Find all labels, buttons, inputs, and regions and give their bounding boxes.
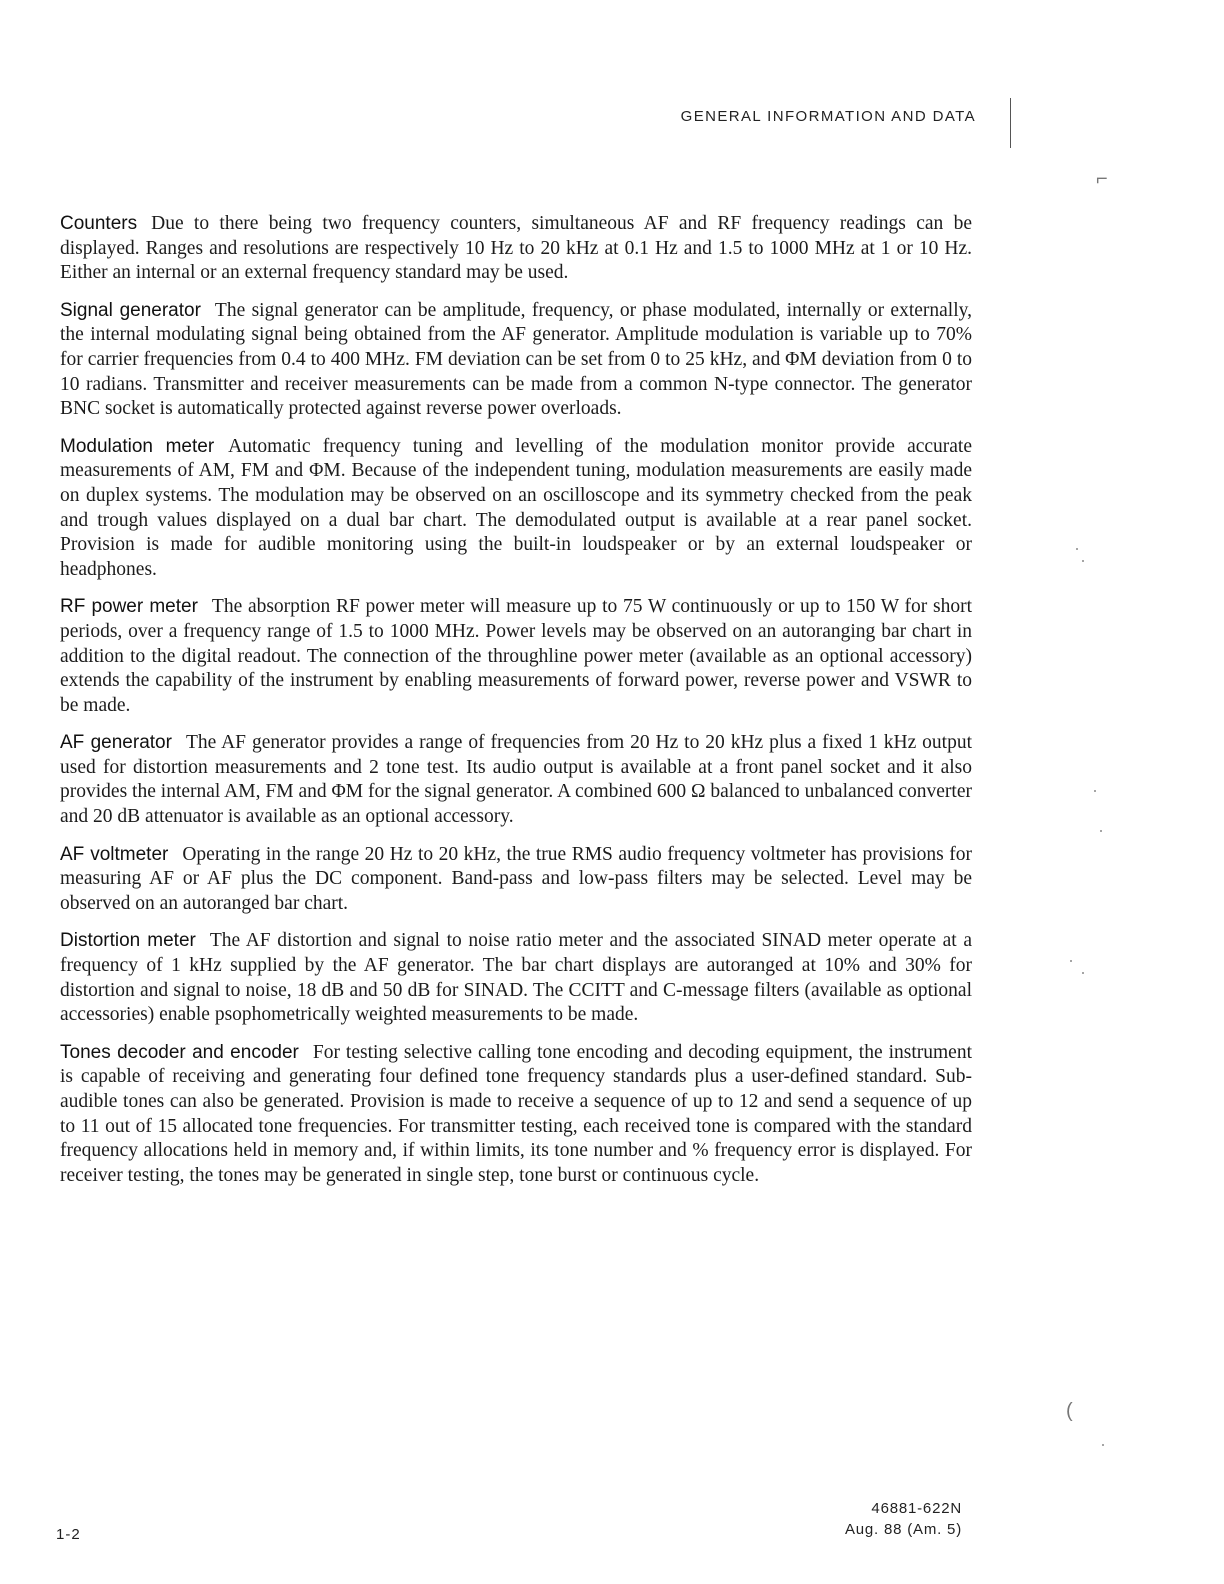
section-heading: Distortion meter xyxy=(60,930,196,952)
section-tones-decoder-encoder xyxy=(60,1041,972,1189)
section-text: The AF generator provides a range of frequencies from 20 Hz to 20 kHz plus a fixed 1 kHz output used for distortion measurements and 2 tone test. Its audio output is available at a front panel socket and it also provides the internal AM, FM and ΦM for the signal generator. A combined 600 Ω balanced to unbalanced converter and 20 dB attenuator is available as an optional accessory. xyxy=(60,732,972,828)
scan-artifact xyxy=(1070,960,1072,962)
section-text: Operating in the range 20 Hz to 20 kHz, the true RMS audio frequency voltmeter has provisions for measuring AF or AF plus the DC component. Band-pass and low-pass filters may be selected. Level may be observed on an autoranged bar chart. xyxy=(60,843,972,914)
section-heading: Modulation meter xyxy=(60,435,215,457)
section-heading: Tones decoder and encoder xyxy=(60,1041,299,1063)
scan-artifact: ( xyxy=(1066,1400,1073,1422)
section-text: The absorption RF power meter will measure up to 75 W continuously or up to 150 W for short periods, over a frequency range of 1.5 to 1000 MHz. Power levels may be observed on an autoranging bar chart in addition to the digital readout. The connection of the throughline power meter (available as an optional accessory) extends the capability of the instrument by enabling measurements of forward power, reverse power and VSWR to be made. xyxy=(60,596,972,716)
section-af-generator xyxy=(60,731,972,829)
document-reference xyxy=(845,1498,962,1540)
scan-artifact xyxy=(1076,548,1078,550)
scan-artifact xyxy=(1082,560,1084,562)
margin-rule xyxy=(1010,98,1011,148)
section-signal-generator xyxy=(60,299,972,422)
section-heading: AF generator xyxy=(60,732,172,754)
section-heading: Counters xyxy=(60,213,138,234)
document-body xyxy=(60,212,972,1201)
section-text: The signal generator can be amplitude, frequency, or phase modulated, internally or externally, the internal modulating signal being obtained from the AF generator. Amplitude modulation is variable up to 70% for carrier frequencies from 0.4 to 400 MHz. FM deviation can be set from 0 to 25 kHz, and ΦM deviation from 0 to 10 radians. Transmitter and receiver measurements can be made from a common N-type connector. The generator BNC socket is automatically protected against reverse power overloads. xyxy=(60,299,972,420)
revision-date: Aug. 88 (Am. 5) xyxy=(844,1521,962,1538)
section-text: Due to there being two frequency counters, simultaneous AF and RF frequency readings can be displayed. Ranges and resolutions are respectively 10 Hz to 20 kHz at 0.1 Hz and 1.5 to 1000 MHz at 1 or 10 Hz. Either an internal or an external frequency standard may be used. xyxy=(60,213,972,284)
section-text: The AF distortion and signal to noise ratio meter and the associated SINAD meter operate at a frequency of 1 kHz supplied by the AF generator. The bar chart displays are autoranged at 10% and 30% for distortion and signal to noise, 18 dB and 50 dB for SINAD. The CCITT and C-message filters (available as optional accessories) enable psophometrically weighted measurements to be made. xyxy=(60,930,972,1026)
doc-number: 46881-622N xyxy=(871,1500,962,1517)
section-counters xyxy=(60,212,972,286)
section-af-voltmeter xyxy=(60,843,972,917)
section-rf-power-meter xyxy=(60,595,972,718)
running-header: GENERAL INFORMATION AND DATA xyxy=(680,108,976,125)
section-text: For testing selective calling tone encoding and decoding equipment, the instrument is capable of receiving and generating four defined tone frequency standards plus a user-defined standard. Sub-audible tones can also be generated. Provision is made to receive a sequence of up to 12 and send a sequence of up to 11 out of 15 allocated tone frequencies. For transmitter testing, each received tone is compared with the standard frequency allocations held in memory and, if within limits, its tone number and % frequency error is displayed. For receiver testing, the tones may be generated in single step, tone burst or continuous cycle. xyxy=(60,1041,972,1186)
scan-artifact xyxy=(1100,830,1102,832)
scan-artifact xyxy=(1094,790,1096,792)
section-modulation-meter xyxy=(60,435,972,583)
section-heading: RF power meter xyxy=(60,596,198,618)
scan-artifact: ⌐ xyxy=(1096,168,1108,190)
scan-artifact xyxy=(1102,1444,1104,1446)
scan-artifact xyxy=(1082,972,1084,974)
section-text: Automatic frequency tuning and levelling of the modulation monitor provide accurate measurements of AM, FM and ΦM. Because of the independent tuning, modulation measurements are easily made on duplex systems. The modulation may be observed on an oscilloscope and its symmetry checked from the peak and trough values displayed on a dual bar chart. The demodulated output is available at a rear panel socket. Provision is made for audible monitoring using the built-in loudspeaker or by an external loudspeaker or headphones. xyxy=(60,435,973,580)
section-heading: Signal generator xyxy=(60,299,201,321)
section-heading: AF voltmeter xyxy=(60,843,169,865)
section-distortion-meter xyxy=(60,929,972,1027)
page-number: 1-2 xyxy=(56,1526,81,1543)
